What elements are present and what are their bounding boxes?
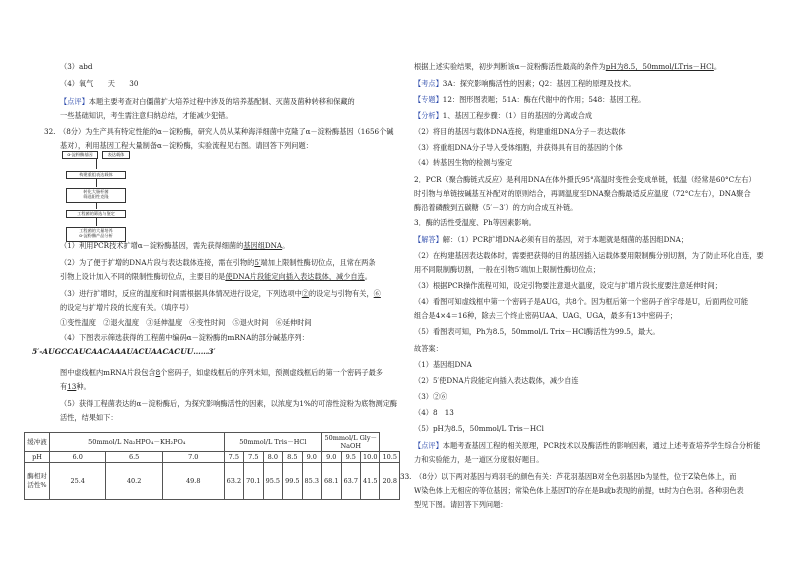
flow-culture-box: 工程菌的大量培养 α-淀粉酶产品分析 [66, 227, 126, 242]
q32-part3-options: ①变性温度 ②退火温度 ③延伸温度 ④变性时间 ⑤退火时间 ⑥延伸时间 [60, 318, 312, 327]
table-cell: 68.1 [322, 463, 341, 500]
table-cell: 7.5 [224, 452, 243, 463]
answer-3: （3）②⑥ [414, 392, 448, 401]
table-header-cell: 50mmol/L Tris－HCl [224, 433, 321, 452]
fenxi-line-4: （4）转基因生物的检测与鉴定 [414, 158, 513, 167]
table-cell: 63.7 [341, 463, 360, 500]
table-header-cell: 50mmol/L Gly－NaOH [322, 433, 380, 452]
table-cell: 20.8 [380, 463, 400, 500]
q32-part2-2: 引物上设计加入不同的限制性酶切位点，主要目的是使DNA片段能定向插入表达载体，减少自连。 [60, 272, 372, 281]
answer-blank: 5′ [254, 258, 261, 267]
kaodian-line: 【考点】3A：探究影响酶活性的因素；Q2：基因工程的原理及技术。 [414, 79, 636, 88]
table-row [25, 463, 400, 500]
table-cell: 10.5 [380, 452, 400, 463]
answer-blank: 基因组DNA [243, 241, 283, 250]
table-row-label: 酶相对活性% [25, 463, 50, 500]
answer-blank: 8 [155, 368, 161, 377]
comment-line-2: 一些基础知识，考生需注意归纳总结，才能减少犯错。 [60, 111, 233, 120]
fenxi-line-3: （3）将重组DNA分子导入受体细胞，并获得具有目的基因的个体 [414, 143, 623, 152]
jieda-line-2: （2）在构建基因表达载体时，需要把获得的目的基因插入运载体要用限制酶分别切割，为了防止环化自连，要 [414, 251, 764, 260]
q32-part5-2: 活性，结果如下： [60, 413, 118, 422]
q32-part4-2: 图中虚线框内mRNA片段包含8个密码子，如虚线框后的序列未知，预测虚线框后的第一个密码子最多 [60, 368, 383, 377]
answer-5: （5）pH为8.5，50mmol/L Tris－HCl [414, 424, 544, 433]
table-header-cell: 缓冲液 [25, 433, 50, 452]
fenxi-line-1: 【分析】1、基因工程步骤：（1）目的基因的分离或合成 [414, 111, 593, 120]
answers-heading: 故答案： [414, 344, 443, 353]
table-cell: 7.5 [244, 452, 263, 463]
dianping-line-2: 力和实验能力，是一道区分度很好题目。 [414, 455, 544, 464]
answer-blank: ② [301, 289, 309, 298]
table-cell: 6.0 [50, 452, 106, 463]
q32-part2-1: （2）为了便于扩增的DNA片段与表达载体连接，需在引物的5′端加上限制性酶切位点，且常在两条 [60, 258, 376, 267]
q33-stem-2: W染色体上无相应的等位基因；常染色体上基因T的存在是B或b表现的前提，tt时为白色羽。各种羽色表 [414, 486, 744, 495]
jieda-line-4: （3）根据PCR操作流程可知，设定引物要注意退火温度，设定与扩增片段长度要注意延伸时间； [414, 281, 722, 290]
q32-part3-2: 的设定与扩增片段的长度有关。（填序号） [60, 303, 193, 312]
q33-stem-3: 型见下图。请回答下列问题： [414, 500, 508, 509]
q32-part3-1: （3）进行扩增时，反应的温度和时间需根据具体情况进行设定，下列选项中②的设定与引物有关，⑥ [60, 289, 381, 298]
r-line-1: 根据上述实验结果，初步判断该α－淀粉酶活性最高的条件为pH为8.5，50mmol/LTris－HCl。 [414, 62, 722, 71]
table-cell: 6.5 [106, 452, 162, 463]
flow-arrow [96, 159, 97, 169]
dianping-line-1: 【点评】本题考查基因工程的相关原理，PCR技术以及酶活性的影响因素，通过上述考查培养学生综合分析能 [414, 441, 761, 450]
jieda-line-3: 用不同限制酶切割，一般在引物5′端加上限制性酶切位点； [414, 265, 600, 274]
answer-blank: 使DNA片段能定向插入表达载体，减少自连 [225, 272, 365, 281]
answer-line-4: （4）氧气 天 30 [60, 79, 139, 88]
pcr-line-2: 时引物与单链按碱基互补配对的原则结合，再调温度至DNA聚合酶最适反应温度（72°C左右），DNA聚合 [414, 189, 751, 198]
answer-4: （4）8 13 [414, 408, 454, 417]
pcr-line-4: 3．酶的活性受温度、Ph等因素影响。 [414, 218, 536, 227]
table-cell: 7.0 [162, 452, 224, 463]
table-cell: 25.4 [50, 463, 106, 500]
zhuanti-line: 【专题】12：图形图表题；51A：酶在代谢中的作用；548：基因工程。 [414, 95, 646, 104]
table-cell: 99.5 [283, 463, 302, 500]
table-cell: 9.5 [341, 452, 360, 463]
table-cell: 8.5 [283, 452, 302, 463]
table-cell: 95.5 [263, 463, 282, 500]
q32-part4-1: （4）下图表示筛选获得的工程菌中编码α－淀粉酶的mRNA的部分碱基序列： [60, 333, 309, 342]
table-row [25, 433, 400, 452]
answer-line-3: （3）abd [60, 62, 93, 71]
table-header-cell: 50mmol/L Na₂HPO₄－KH₂PO₄ [50, 433, 225, 452]
flow-screen-box: 工程菌的筛选与鉴定 [66, 210, 126, 218]
flow-gene-box: α-淀粉酶基因 [62, 151, 98, 159]
q32-part4-3: 有13种。 [60, 382, 91, 391]
answer-2: （2）5′使DNA片段能定向插入表达载体，减少自连 [414, 376, 579, 385]
table-cell: 8.0 [263, 452, 282, 463]
answer-blank: pH为8.5，50mmol/LTris－HCl [605, 62, 714, 71]
q32-stem-2: 基对），利用基因工程大量制备α－淀粉酶，实验流程见右图。请回答下列问题： [60, 141, 313, 150]
flow-vector-box: 表达载体 [102, 151, 130, 159]
flow-arrow [96, 218, 97, 226]
table-row [25, 452, 400, 463]
jieda-line-6: 组合是4×4＝16种，除去三个终止密码UAA、UAG、UGA，最多有13中密码子； [414, 311, 678, 320]
flow-transform-box: 转化大肠杆菌 筛选阳性克隆 [66, 188, 126, 203]
table-cell: 85.3 [302, 463, 321, 500]
q33-stem-1: 33. （8分）以下两对基因与鸡羽毛的颜色有关：芦花羽基因B对全色羽基因b为显性，位于Z染色体上，而 [400, 472, 737, 481]
jieda-line-7: （5）看图表可知，Ph为8.5，50mmol/L Trix－HCl酶活性为99.5，最大。 [414, 327, 660, 336]
comment-line-1: 【点评】本题主要考查对白僵菌扩大培养过程中涉及的培养基配制、灭菌及菌种转移和保藏的 [60, 97, 355, 106]
q32-part1: （1）利用PCR技术扩增α－淀粉酶基因，需先获得细菌的基因组DNA。 [60, 241, 290, 250]
table-cell: 9.0 [322, 452, 341, 463]
pcr-line-3: 酶沿着磷酸到五碳糖（5′－3′）的方向合成互补链。 [414, 203, 578, 212]
mrna-sequence: 5′-AUGCCAUCAACAAAUACUAACACUU……3′ [32, 347, 216, 356]
table-cell: 70.1 [244, 463, 263, 500]
table-cell: 9.0 [302, 452, 321, 463]
comment-tag: 【点评】 [60, 97, 89, 106]
flow-arrow [96, 203, 97, 209]
table-cell: 41.5 [361, 463, 380, 500]
flow-arrow [96, 179, 97, 187]
enzyme-activity-table [24, 432, 400, 500]
answer-blank: ⑥ [373, 289, 381, 298]
jieda-line-1: 【解答】解：（1）PCR扩增DNA必须有目的基因，对于本题就是细菌的基因组DNA； [414, 235, 689, 244]
answer-blank: 13 [67, 382, 77, 391]
q32-part5-1: （5）获得工程菌表达的α－淀粉酶后，为探究影响酶活性的因素，以浓度为1%的可溶性淀粉为底物测定酶 [60, 399, 398, 408]
table-cell: 10.0 [361, 452, 380, 463]
experiment-flowchart [62, 151, 142, 251]
pcr-line-1: 2．PCR（聚合酶链式反应）是利用DNA在体外摄氏95°高温时变性会变成单链，低温（经常是60°C左右） [414, 175, 756, 184]
answer-1: （1）基因组DNA [414, 360, 472, 369]
table-cell: 63.2 [224, 463, 243, 500]
table-row-label: pH [25, 452, 50, 463]
table-cell: 40.2 [106, 463, 162, 500]
fenxi-line-2: （2）将目的基因与载体DNA连接，构建重组DNA分子－表达载体 [414, 127, 626, 136]
jieda-line-5: （4）看图可知虚线框中第一个密码子是AUG，共8个。因为框后第一个密码子首字母是U，后面两位可能 [414, 297, 749, 306]
table-cell: 49.8 [162, 463, 224, 500]
flow-construct-box: 构建重组表达载体 [66, 171, 126, 179]
q32-stem-1: 32. （8分）为生产具有特定性能的α－淀粉酶，研究人员从某种海洋细菌中克隆了α－淀粉酶基因（1656个碱 [44, 127, 394, 136]
